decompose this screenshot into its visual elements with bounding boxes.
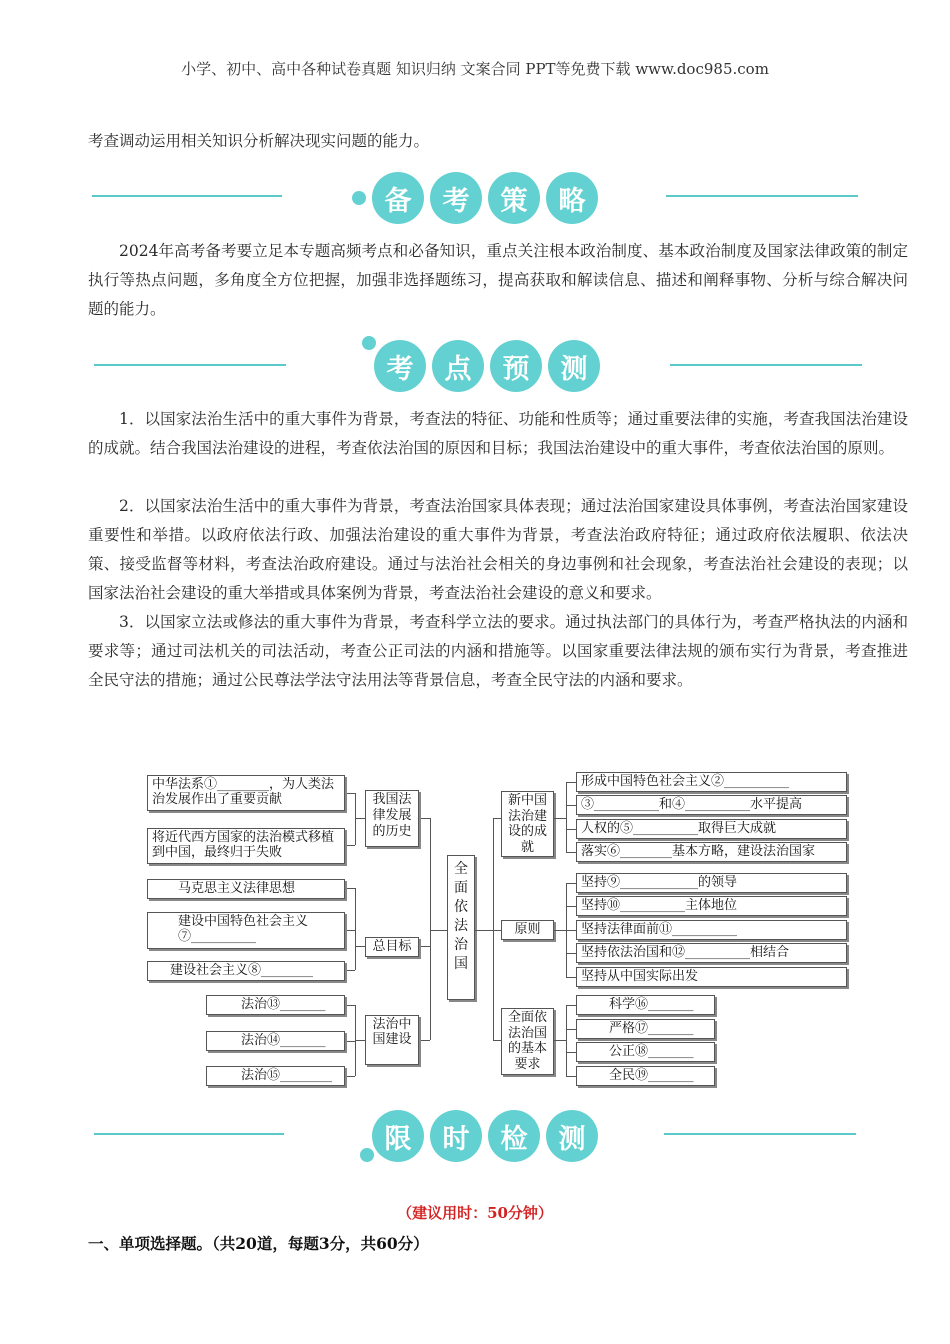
banner-line-right — [666, 195, 858, 197]
center-node: 全面依法治国 — [447, 855, 475, 1000]
right-item: 坚持从中国实际出发 — [576, 967, 847, 987]
left-group-goal: 总目标 — [365, 937, 419, 957]
test-char-2: 时 — [430, 1110, 482, 1162]
strategy-char-3: 策 — [488, 172, 540, 224]
right-item: 坚持⑨____________的领导 — [576, 873, 847, 893]
strategy-char-2: 考 — [430, 172, 482, 224]
time-note: （建议用时：50分钟） — [397, 1204, 553, 1222]
forecast-item-2: 2．以国家法治生活中的重大事件为背景，考查法治国家具体表现；通过法治国家建设具体事例，考查法治国家建设重要性和举措。以政府依法行政、加强法治建设的重大事件为背景，考查法治政府特征；通过政府依法履职、依法决策、接受监督等材料，考查法治政府建设。通过与法治社会相关的身边事例和社会现象，考查法治社会建设的表现；以国家法治社会建设的重大举措或具体案例为背景，考查法治社会建设的意义和要求。 — [88, 497, 908, 602]
banner-dot — [362, 336, 376, 350]
left-item: 法治⑬_______ — [206, 995, 345, 1015]
strategy-char-1: 备 — [372, 172, 424, 224]
banner-dot — [352, 191, 366, 205]
right-item: 形成中国特色社会主义②__________ — [576, 772, 847, 792]
banner-line-right — [670, 364, 862, 366]
intro-line: 考查调动运用相关知识分析解决现实问题的能力。 — [88, 132, 430, 150]
right-item: 严格⑰_______ — [576, 1019, 715, 1039]
right-item: 公正⑱_______ — [576, 1042, 715, 1062]
right-group-principles: 原则 — [501, 920, 554, 940]
left-item: 将近代西方国家的法治模式移植到中国，最终归于失败 — [147, 828, 345, 864]
banner-dot — [360, 1148, 374, 1162]
strategy-text: 2024年高考备考要立足本专题高频考点和必备知识，重点关注根本政治制度、基本政治制度及国家法律政策的制定执行等热点问题，多角度全方位把握，加强非选择题练习，提高获取和解读信息、描述和阐释事物、分析与综合解决问题的能力。 — [88, 242, 908, 318]
left-item: 中华法系①________，为人类法治发展作出了重要贡献 — [147, 775, 345, 811]
test-char-1: 限 — [372, 1110, 424, 1162]
right-item: 坚持⑩__________主体地位 — [576, 896, 847, 916]
test-char-3: 检 — [488, 1110, 540, 1162]
page-header: 小学、初中、高中各种试卷真题 知识归纳 文案合同 PPT等免费下载 www.doc985.com — [181, 60, 769, 78]
section-title: 一、单项选择题。（共20道，每题3分，共60分） — [88, 1234, 429, 1253]
right-item: 坚持依法治国和⑫__________相结合 — [576, 943, 847, 963]
right-item: 人权的⑤__________取得巨大成就 — [576, 819, 847, 839]
forecast-char-3: 预 — [490, 340, 542, 392]
right-item: 坚持法律面前⑪__________ — [576, 920, 847, 940]
left-item: 建设中国特色社会主义⑦__________ — [147, 912, 345, 949]
forecast-item-3: 3．以国家立法或修法的重大事件为背景，考查科学立法的要求。通过执法部门的具体行为，考查严格执法的内涵和要求等；通过司法机关的司法活动，考查公正司法的内涵和措施等。以国家重要法律法规的颁布实行为背景，考查推进全民守法的措施；通过公民尊法学法守法用法等背景信息，考查全民守法的内涵和要求。 — [88, 613, 908, 689]
left-group-rule-of-law-china: 法治中国建设 — [365, 1015, 419, 1065]
right-item: 科学⑯_______ — [576, 995, 715, 1015]
strategy-char-4: 略 — [546, 172, 598, 224]
forecast-char-4: 测 — [548, 340, 600, 392]
left-item: 法治⑭_______ — [206, 1031, 345, 1051]
banner-line-right — [664, 1133, 856, 1135]
right-item: ③__________和④__________水平提高 — [576, 795, 847, 815]
left-item: 法治⑮________ — [206, 1066, 345, 1086]
right-item: 落实⑥________基本方略，建设法治国家 — [576, 842, 847, 862]
right-group-requirements: 全面依法治国的基本要求 — [501, 1008, 554, 1075]
right-group-achievements: 新中国法治建设的成就 — [501, 791, 554, 857]
right-item: 全民⑲_______ — [576, 1066, 715, 1086]
left-item: 马克思主义法律思想 — [147, 879, 345, 899]
banner-line-left — [92, 195, 282, 197]
test-char-4: 测 — [546, 1110, 598, 1162]
forecast-char-2: 点 — [432, 340, 484, 392]
forecast-item-1: 1．以国家法治生活中的重大事件为背景，考查法的特征、功能和性质等；通过重要法律的实施，考查我国法治建设的成就。结合我国法治建设的进程，考查依法治国的原因和目标；我国法治建设中的重大事件，考查依法治国的原则。 — [88, 410, 908, 457]
left-item: 建设社会主义⑧________ — [147, 961, 345, 981]
left-group-history: 我国法律发展的历史 — [365, 790, 419, 847]
banner-line-left — [94, 364, 286, 366]
forecast-char-1: 考 — [374, 340, 426, 392]
banner-line-left — [94, 1133, 284, 1135]
